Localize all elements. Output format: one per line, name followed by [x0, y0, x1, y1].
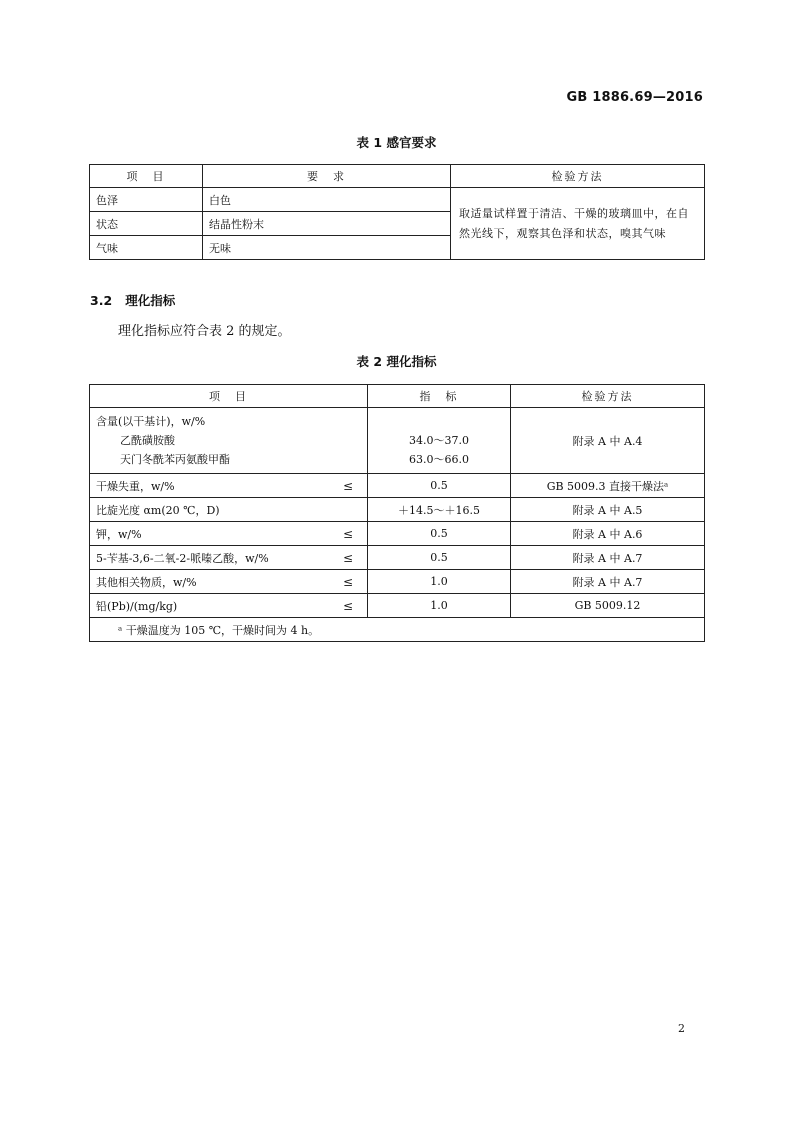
row-method: GB 5009.3 直接干燥法ᵃ	[511, 474, 705, 498]
method-cell: 取适量试样置于清洁、干燥的玻璃皿中，在自然光线下，观察其色泽和状态，嗅其气味	[451, 188, 705, 260]
le-symbol: ≤	[342, 574, 353, 589]
le-symbol: ≤	[342, 478, 353, 493]
content-title: 含量(以干基计)，w/%	[96, 415, 206, 428]
row-value: 1.0	[368, 594, 511, 618]
le-symbol: ≤	[342, 598, 353, 613]
row-requirement: 结晶性粉末	[203, 212, 451, 236]
le-symbol: ≤	[342, 550, 353, 565]
row-item: 色泽	[90, 188, 203, 212]
row-method: 附录 A 中 A.6	[511, 522, 705, 546]
content-group-row	[90, 408, 705, 474]
row-item: 钾，w/% ≤	[90, 522, 368, 546]
content-item-cell	[90, 408, 368, 474]
header-method: 检验方法	[451, 165, 705, 188]
content-subitem: 乙酰磺胺酸	[120, 434, 175, 447]
row-method: 附录 A 中 A.5	[511, 498, 705, 522]
table1-caption: 表 1 感官要求	[356, 135, 437, 150]
sensory-requirements-table	[89, 164, 705, 260]
physicochemical-indicators-table	[89, 384, 705, 642]
footnote-row	[90, 618, 705, 642]
table-row	[90, 594, 705, 618]
section-heading	[90, 291, 175, 309]
header-item: 项 目	[90, 165, 203, 188]
section-text: 理化指标应符合表 2 的规定。	[118, 324, 291, 339]
le-symbol: ≤	[342, 526, 353, 541]
standard-number: GB 1886.69—2016	[566, 90, 703, 105]
row-value: ＋14.5～＋16.5	[368, 498, 511, 522]
header-requirement: 要 求	[203, 165, 451, 188]
row-item: 干燥失重，w/% ≤	[90, 474, 368, 498]
row-method: 附录 A 中 A.7	[511, 546, 705, 570]
header-item: 项 目	[90, 385, 368, 408]
row-method: GB 5009.12	[511, 594, 705, 618]
table-row	[90, 188, 705, 212]
row-method: 附录 A 中 A.7	[511, 570, 705, 594]
row-item: 气味	[90, 236, 203, 260]
row-value: 0.5	[368, 546, 511, 570]
row-value: 0.5	[368, 522, 511, 546]
content-subitem: 天门冬酰苯丙氨酸甲酯	[120, 453, 230, 466]
table-header-row	[90, 165, 705, 188]
section-title: 理化指标	[125, 293, 176, 308]
content-value: 63.0～66.0	[409, 453, 469, 466]
table-row	[90, 498, 705, 522]
row-value: 1.0	[368, 570, 511, 594]
table-row	[90, 522, 705, 546]
content-value-cell	[368, 408, 511, 474]
row-value: 0.5	[368, 474, 511, 498]
row-item: 5-苄基-3,6-二氧-2-哌嗪乙酸，w/% ≤	[90, 546, 368, 570]
row-item: 状态	[90, 212, 203, 236]
footnote: ᵃ 干燥温度为 105 ℃，干燥时间为 4 h。	[90, 618, 705, 642]
header-method: 检验方法	[511, 385, 705, 408]
row-item: 铅(Pb)/(mg/kg) ≤	[90, 594, 368, 618]
section-number: 3.2	[90, 293, 113, 308]
content-method: 附录 A 中 A.4	[511, 408, 705, 474]
row-requirement: 白色	[203, 188, 451, 212]
table2-caption: 表 2 理化指标	[356, 354, 437, 369]
table-row	[90, 570, 705, 594]
row-item: 其他相关物质，w/% ≤	[90, 570, 368, 594]
header-indicator: 指 标	[368, 385, 511, 408]
table-row	[90, 474, 705, 498]
row-requirement: 无味	[203, 236, 451, 260]
row-item: 比旋光度 αm(20 ℃，D)	[90, 498, 368, 522]
table-header-row	[90, 385, 705, 408]
content-value: 34.0～37.0	[409, 434, 469, 447]
page-number: 2	[678, 1022, 685, 1035]
table-row	[90, 546, 705, 570]
